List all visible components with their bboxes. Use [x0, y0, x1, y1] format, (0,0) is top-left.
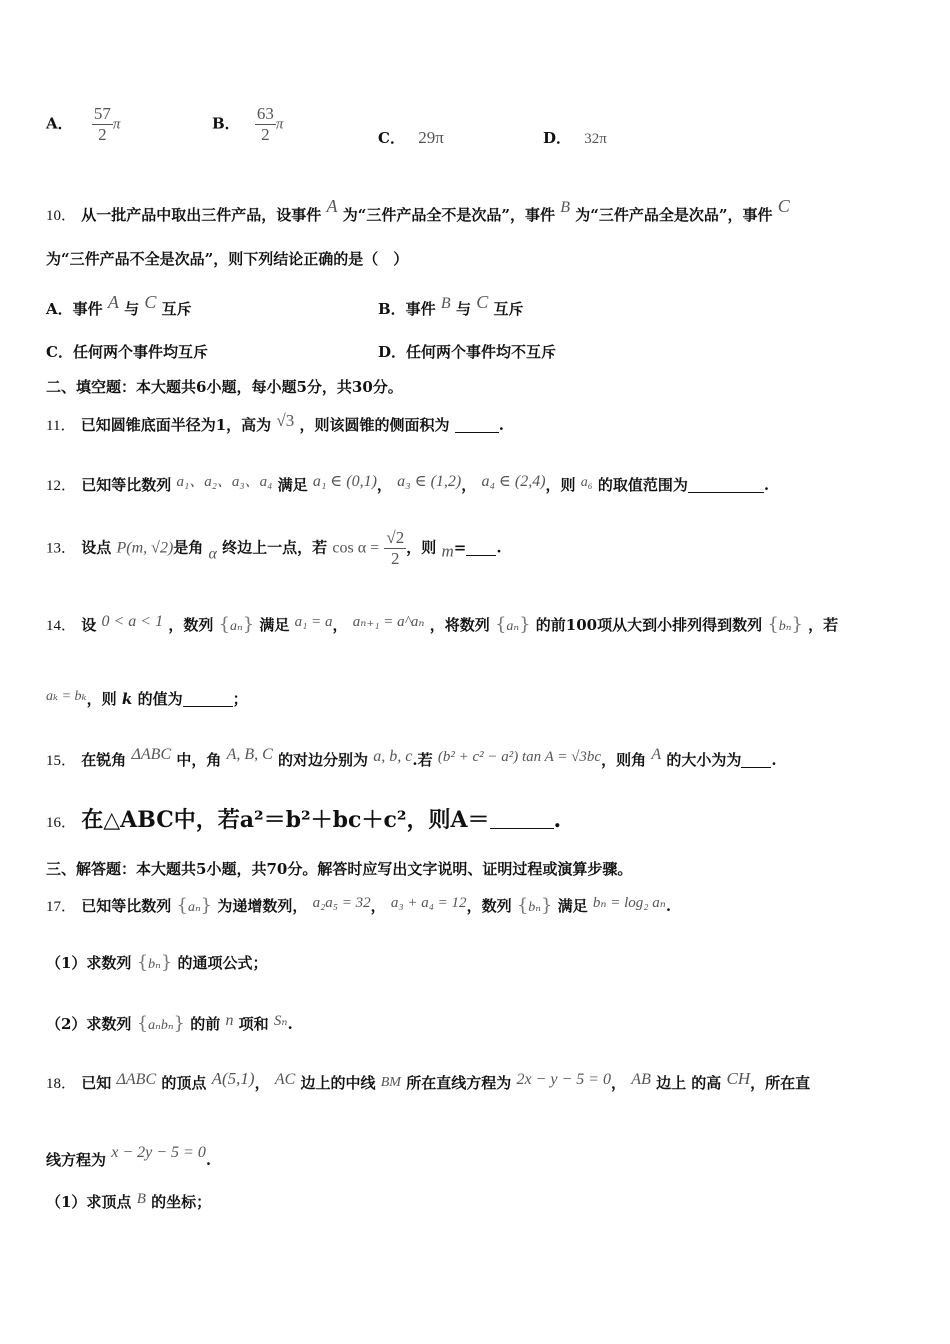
q13-m: m	[441, 541, 454, 561]
q18-text6: ，	[611, 1074, 627, 1092]
q14-ak-bk: aₖ = bₖ	[46, 689, 87, 704]
q14-an: aₙ	[230, 619, 243, 634]
q18-text8: ，所在直	[750, 1074, 811, 1092]
q15-A: A	[651, 746, 662, 763]
q15-text6: 的大小为为	[666, 751, 742, 769]
q13-num: √2	[386, 528, 405, 547]
q14-line1: 14． 设 0 < a < 1 ，数列 {aₙ} 满足 a₁ = a， aₙ₊₁ = a^aₙ ，将数列 {aₙ} 的前100项从大到小排列得到数列 {bₙ} ，若	[46, 613, 839, 635]
q14-k: k	[121, 690, 133, 708]
q14-text8: 的值为	[137, 690, 183, 708]
q10-option-b-end: 互斥	[493, 300, 524, 318]
q17-cond3: bₙ = log₂ aₙ	[592, 895, 666, 911]
q10-option-c: C．任何两个事件均互斥	[46, 343, 208, 361]
q18-ac: AC	[274, 1071, 296, 1088]
q10-option-a-C: C	[144, 292, 157, 312]
q9-option-d-value: 32π	[584, 131, 607, 147]
q17-end: .	[665, 897, 672, 915]
q16-text: 在△ABC中，若a²＝b²＋bc＋c²，则A＝	[81, 807, 490, 833]
q10-number: 10．	[46, 208, 77, 224]
q9-a-den: 2	[98, 125, 107, 144]
q13-number: 13．	[46, 540, 77, 557]
q18-ab: AB	[631, 1071, 651, 1088]
q11-text1: 已知圆锥底面半径为1，高为	[80, 416, 272, 434]
q10-option-a-label: A．事件	[46, 300, 103, 318]
q9-option-c-value: 29π	[418, 128, 444, 147]
q13-cos: cos α =	[332, 539, 380, 557]
q14-text2: ，数列	[168, 616, 214, 634]
q14-a1: a₁ = a	[294, 614, 333, 630]
q14-text1: 设	[81, 616, 97, 634]
q10-text2: 为“三件产品全不是次品”，事件	[342, 206, 555, 224]
q13-answer-blank	[466, 540, 496, 556]
q17-part1-brace: {bₙ}	[136, 952, 173, 973]
q12: 12． 已知等比数列 a₁、a₂、a₃、a₄ 满足 a₁ ∈ (0,1)， a₃ ∈ (1,2)， a₄ ∈ (2,4)，则 a₆ 的取值范围为 .	[46, 473, 770, 494]
q17-text2: 为递增数列，	[217, 897, 308, 915]
q16	[46, 803, 561, 834]
q17-text4: 满足	[557, 897, 588, 915]
q18-line2-end: .	[205, 1151, 212, 1169]
q17-part1	[46, 952, 268, 973]
q17-part2-Sn: Sₙ	[273, 1013, 288, 1029]
q10-line2: 为“三件产品不全是次品”，则下列结论正确的是（ ）	[46, 250, 409, 268]
q13-point: P(m, √2)	[116, 539, 174, 557]
q10-option-d: D．任何两个事件均不互斥	[378, 343, 557, 361]
q9-option-a-fraction	[92, 104, 113, 145]
q15-text2: 中，角	[176, 751, 222, 769]
q18-equation1: 2x − y − 5 = 0	[516, 1071, 612, 1088]
q10-option-b	[378, 292, 523, 319]
q11-number: 11．	[46, 418, 76, 434]
q15-text3: 的对边分别为	[278, 751, 369, 769]
q17-an-brace: {aₙ}	[176, 895, 213, 916]
q18-triangle: ΔABC	[116, 1071, 157, 1088]
q14-an-brace: {aₙ}	[218, 614, 255, 635]
q17-number: 17．	[46, 899, 77, 915]
q10-text1: 从一批产品中取出三件产品，设事件	[81, 206, 322, 224]
q17-part2	[46, 1011, 293, 1034]
q9-b-num: 63	[256, 104, 274, 123]
q11-end: .	[498, 416, 504, 434]
q18-line2	[46, 1144, 211, 1170]
q18-text7: 边上 的高	[656, 1074, 722, 1092]
q15-triangle: ΔABC	[131, 746, 172, 763]
q13-fraction	[384, 528, 406, 569]
q9-option-d	[543, 127, 607, 148]
q17-part2-text2: 的前	[190, 1015, 221, 1033]
q14-text4: ，将数列	[429, 616, 490, 634]
q13-alpha: α	[208, 545, 217, 563]
q17-part2-text1: （2）求数列	[46, 1015, 132, 1033]
q9-b-pi: π	[275, 116, 284, 133]
q9-option-b-label: B．	[212, 114, 240, 133]
q9-option-b-fraction	[255, 104, 276, 145]
q9-a-num: 57	[93, 104, 111, 123]
q12-answer-blank	[688, 477, 764, 493]
q10-line1	[46, 196, 790, 225]
q17-an: aₙ	[187, 900, 201, 915]
q14-line2	[46, 688, 248, 709]
q13-text1: 设点	[81, 538, 112, 557]
q18-part1-text1: （1）求顶点	[46, 1193, 132, 1211]
q18-bm: BM	[380, 1075, 401, 1090]
q15-answer-blank	[741, 752, 771, 768]
q18-line2-text1: 线方程为	[46, 1151, 107, 1169]
q14-recurrence: aₙ₊₁ = a^aₙ	[352, 614, 425, 630]
q15-text4: .若	[412, 751, 433, 769]
q17-part2-text3: 项和	[238, 1015, 269, 1033]
q17-bn-brace: {bₙ}	[516, 895, 553, 916]
q14-condition: 0 < a < 1	[101, 613, 164, 630]
q10-option-b-C: C	[476, 292, 489, 312]
q9-option-c-label: C．	[378, 129, 405, 147]
q12-cond1: a₁ ∈ (0,1)	[312, 473, 377, 490]
q12-a6: a₆	[580, 475, 593, 490]
q16-number: 16．	[46, 815, 77, 831]
q18-equation2: x − 2y − 5 = 0	[111, 1144, 206, 1161]
q15-text1: 在锐角	[81, 751, 127, 769]
q15-end: .	[771, 751, 777, 769]
q17-part1-text2: 的通项公式；	[177, 954, 268, 972]
q10-option-a-end: 互斥	[161, 300, 192, 318]
q12-text1: 已知等比数列	[81, 476, 172, 494]
q14-text3: 满足	[259, 616, 290, 634]
q14-answer-blank	[183, 691, 233, 707]
section3-heading: 三、解答题：本大题共5小题，共70分。解答时应写出文字说明、证明过程或演算步骤。	[46, 860, 633, 878]
q11	[46, 411, 504, 435]
q14-text5: 的前100项从大到小排列得到数列	[535, 616, 763, 634]
q12-end: .	[763, 476, 770, 494]
q18-text4: 边上的中线	[300, 1074, 376, 1092]
q9-option-a	[46, 104, 120, 145]
q9-option-d-label: D．	[543, 129, 572, 147]
q15-text5: ，则角	[601, 751, 647, 769]
q16-answer-blank	[490, 813, 554, 829]
q10-text3: 为“三件产品全是次品”，事件	[575, 206, 773, 224]
q10-event-a: A	[326, 196, 338, 216]
q14-text6: ，若	[808, 616, 839, 634]
q13-text4: ，则	[406, 538, 437, 557]
q18-text2: 的顶点	[161, 1074, 207, 1092]
q15-number: 15．	[46, 753, 77, 769]
q18-number: 18．	[46, 1076, 77, 1092]
q9-option-c	[378, 127, 444, 148]
q15-equation: (b² + c² − a²) tan A = √3bc	[437, 749, 602, 765]
q18-part1-B: B	[136, 1191, 146, 1207]
q17-part2-brace: {aₙbₙ}	[136, 1013, 185, 1034]
q13-text3: 终边上一点，若	[222, 538, 328, 557]
q18-part1	[46, 1191, 211, 1212]
q15	[46, 746, 777, 770]
q10-option-b-label: B．事件	[378, 300, 436, 318]
q18-point-a: A(5,1)	[211, 1069, 255, 1088]
q17-part1-text1: （1）求数列	[46, 954, 132, 972]
q11-answer-blank	[455, 417, 499, 433]
q17-bn: bₙ	[528, 900, 541, 915]
q17-cond2: a₃ + a₄ = 12	[390, 895, 467, 911]
q12-text3: ，则	[545, 476, 576, 494]
q12-cond3: a₄ ∈ (2,4)	[481, 473, 546, 490]
q9-a-pi: π	[112, 116, 121, 133]
q12-cond2: a₃ ∈ (1,2)	[397, 473, 462, 490]
q9-option-a-label: A．	[46, 114, 73, 133]
q17-part2-n: n	[225, 1012, 234, 1029]
q18-text5: 所在直线方程为	[406, 1074, 512, 1092]
q10-event-c: C	[777, 196, 790, 216]
section2-heading: 二、填空题：本大题共6小题，每小题5分，共30分。	[46, 378, 403, 396]
q17-part2-end: .	[287, 1015, 293, 1033]
q17-part2-anbn: aₙbₙ	[148, 1018, 174, 1033]
q13-den: 2	[391, 549, 400, 568]
q10-option-a-yu: 与	[124, 300, 140, 318]
q12-text4: 的取值范围为	[597, 476, 688, 494]
q17: 17． 已知等比数列 {aₙ} 为递增数列， a₂a₅ = 32， a₃ + a₄ = 12，数列 {bₙ} 满足 bₙ = log₂ aₙ.	[46, 895, 672, 916]
q17-cond1: a₂a₅ = 32	[312, 895, 371, 911]
q13-text2: 是角	[173, 538, 204, 557]
q9-option-b	[212, 104, 283, 145]
q14-text7: ，则	[86, 690, 117, 708]
q14-bn-brace: {bₙ}	[767, 614, 803, 635]
q14-end: ；	[232, 690, 248, 708]
q10-option-a	[46, 292, 192, 319]
q11-text2: ，则该圆锥的侧面积为	[299, 416, 450, 434]
q18-text3: ，	[254, 1074, 270, 1092]
q12-sequence: a₁、a₂、a₃、a₄	[176, 474, 273, 490]
q17-text1: 已知等比数列	[81, 897, 172, 915]
q18-ch: CH	[726, 1069, 751, 1088]
q13-end: .	[496, 538, 502, 557]
q18-part1-text2: 的坐标；	[151, 1193, 212, 1211]
q17-part1-bn: bₙ	[148, 957, 161, 972]
q14-bn: bₙ	[778, 619, 792, 634]
q10-option-b-B: B	[440, 295, 451, 312]
q16-end: .	[553, 807, 562, 833]
q15-sides: a, b, c	[373, 748, 413, 765]
q11-sqrt3: √3	[276, 411, 295, 430]
q18-line1	[46, 1069, 810, 1093]
q10-option-b-yu: 与	[455, 300, 471, 318]
q10-option-a-A: A	[107, 292, 119, 312]
q13-text5: =	[453, 538, 467, 557]
q17-text3: ，数列	[466, 897, 512, 915]
q13	[46, 528, 502, 569]
q14-an2: aₙ	[506, 619, 520, 634]
q9-b-den: 2	[261, 125, 270, 144]
q12-text2: 满足	[277, 476, 308, 494]
q14-an-brace2: {aₙ}	[494, 614, 531, 635]
q18-text1: 已知	[81, 1074, 112, 1092]
q15-angles: A, B, C	[226, 746, 273, 763]
q10-event-b: B	[560, 199, 571, 216]
q12-number: 12．	[46, 478, 77, 494]
q14-number: 14．	[46, 618, 77, 634]
